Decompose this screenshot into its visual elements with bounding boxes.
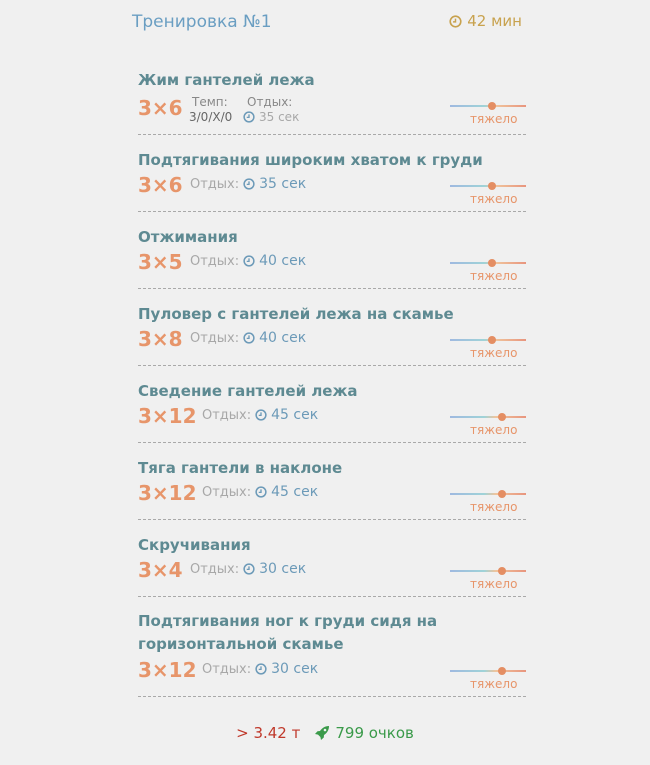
rest-value: 30 сек [259,561,307,577]
rest-time [190,561,306,577]
difficulty-label: тяжело [470,577,518,591]
difficulty-label: тяжело [470,677,518,691]
rest-label: Отдых: [190,330,240,346]
points-summary [314,724,414,742]
exercise-sets: 3×6 [138,96,183,120]
tempo-value: 3/0/X/0 [189,110,233,124]
exercise-name: Сведение гантелей лежа [138,382,358,400]
rest-time [202,407,318,423]
clock-icon [243,332,255,344]
difficulty-label: тяжело [470,269,518,283]
duration-value: 42 мин [467,12,522,30]
difficulty-marker [488,336,496,344]
exercise-item[interactable] [138,454,526,520]
difficulty-marker [498,413,506,421]
rest-label: Отдых: [190,561,240,577]
difficulty-indicator [450,665,526,689]
clock-icon [255,486,267,498]
exercise-item[interactable] [138,223,526,289]
rest-time [190,253,306,269]
rest-value: 35 сек [259,176,307,192]
difficulty-marker [498,567,506,575]
clock-icon [449,15,462,28]
workout-summary [0,722,650,744]
exercise-sets: 3×12 [138,658,197,682]
difficulty-indicator [450,411,526,435]
difficulty-indicator [450,488,526,512]
exercise-sets: 3×4 [138,558,183,582]
rest-label: Отдых: [190,253,240,269]
rest-label: Отдых: [202,661,252,677]
exercise-item[interactable] [138,66,526,135]
difficulty-label: тяжело [470,346,518,360]
rest-label: Отдых: [202,484,252,500]
rocket-icon [314,725,330,741]
rest-label: Отдых: [202,407,252,423]
difficulty-bar [450,670,526,672]
difficulty-label: тяжело [470,112,518,126]
clock-icon [243,563,255,575]
exercise-item[interactable] [138,377,526,443]
tempo-label: Темп: [192,95,228,109]
exercise-sets: 3×12 [138,404,197,428]
rest-time [190,176,306,192]
rest-time [243,110,299,124]
difficulty-indicator [450,257,526,281]
clock-icon [255,409,267,421]
points-value: 799 очков [335,724,414,742]
exercise-name: Скручивания [138,536,251,554]
rest-value: 30 сек [271,661,319,677]
rest-label: Отдых: [247,95,293,109]
difficulty-indicator [450,100,526,124]
difficulty-indicator [450,334,526,358]
exercise-item[interactable] [138,531,526,597]
difficulty-marker [498,667,506,675]
clock-icon [243,111,255,123]
difficulty-indicator [450,565,526,589]
exercise-name: Подтягивания широким хватом к груди [138,151,483,169]
exercise-item[interactable] [138,300,526,366]
exercise-name: Пуловер с гантелей лежа на скамье [138,305,454,323]
rest-value: 40 сек [259,253,307,269]
rest-value: 40 сек [259,330,307,346]
difficulty-marker [488,182,496,190]
page-title: Тренировка №1 [132,12,272,32]
difficulty-label: тяжело [470,192,518,206]
total-tonnage: > 3.42 т [236,724,301,742]
exercise-name-line-2: горизонтальной скамье [138,635,344,653]
exercise-name: Отжимания [138,228,238,246]
difficulty-bar [450,570,526,572]
clock-icon [255,663,267,675]
exercise-sets: 3×6 [138,173,183,197]
rest-time [202,661,318,677]
exercise-sets: 3×5 [138,250,183,274]
difficulty-bar [450,416,526,418]
clock-icon [243,178,255,190]
rest-value: 45 сек [271,407,319,423]
exercise-name: Жим гантелей лежа [138,71,315,89]
rest-time [202,484,318,500]
exercise-sets: 3×8 [138,327,183,351]
clock-icon [243,255,255,267]
exercise-name: Тяга гантели в наклоне [138,459,343,477]
header [132,12,522,36]
rest-time [190,330,306,346]
difficulty-marker [498,490,506,498]
rest-label: Отдых: [190,176,240,192]
exercise-name-line-1: Подтягивания ног к груди сидя на [138,612,438,630]
workout-duration [449,12,522,30]
exercise-item[interactable] [138,608,526,697]
difficulty-bar [450,493,526,495]
difficulty-label: тяжело [470,423,518,437]
difficulty-label: тяжело [470,500,518,514]
difficulty-marker [488,102,496,110]
exercise-item[interactable] [138,146,526,212]
rest-value: 35 сек [259,110,300,124]
difficulty-marker [488,259,496,267]
difficulty-indicator [450,180,526,204]
exercise-sets: 3×12 [138,481,197,505]
rest-value: 45 сек [271,484,319,500]
